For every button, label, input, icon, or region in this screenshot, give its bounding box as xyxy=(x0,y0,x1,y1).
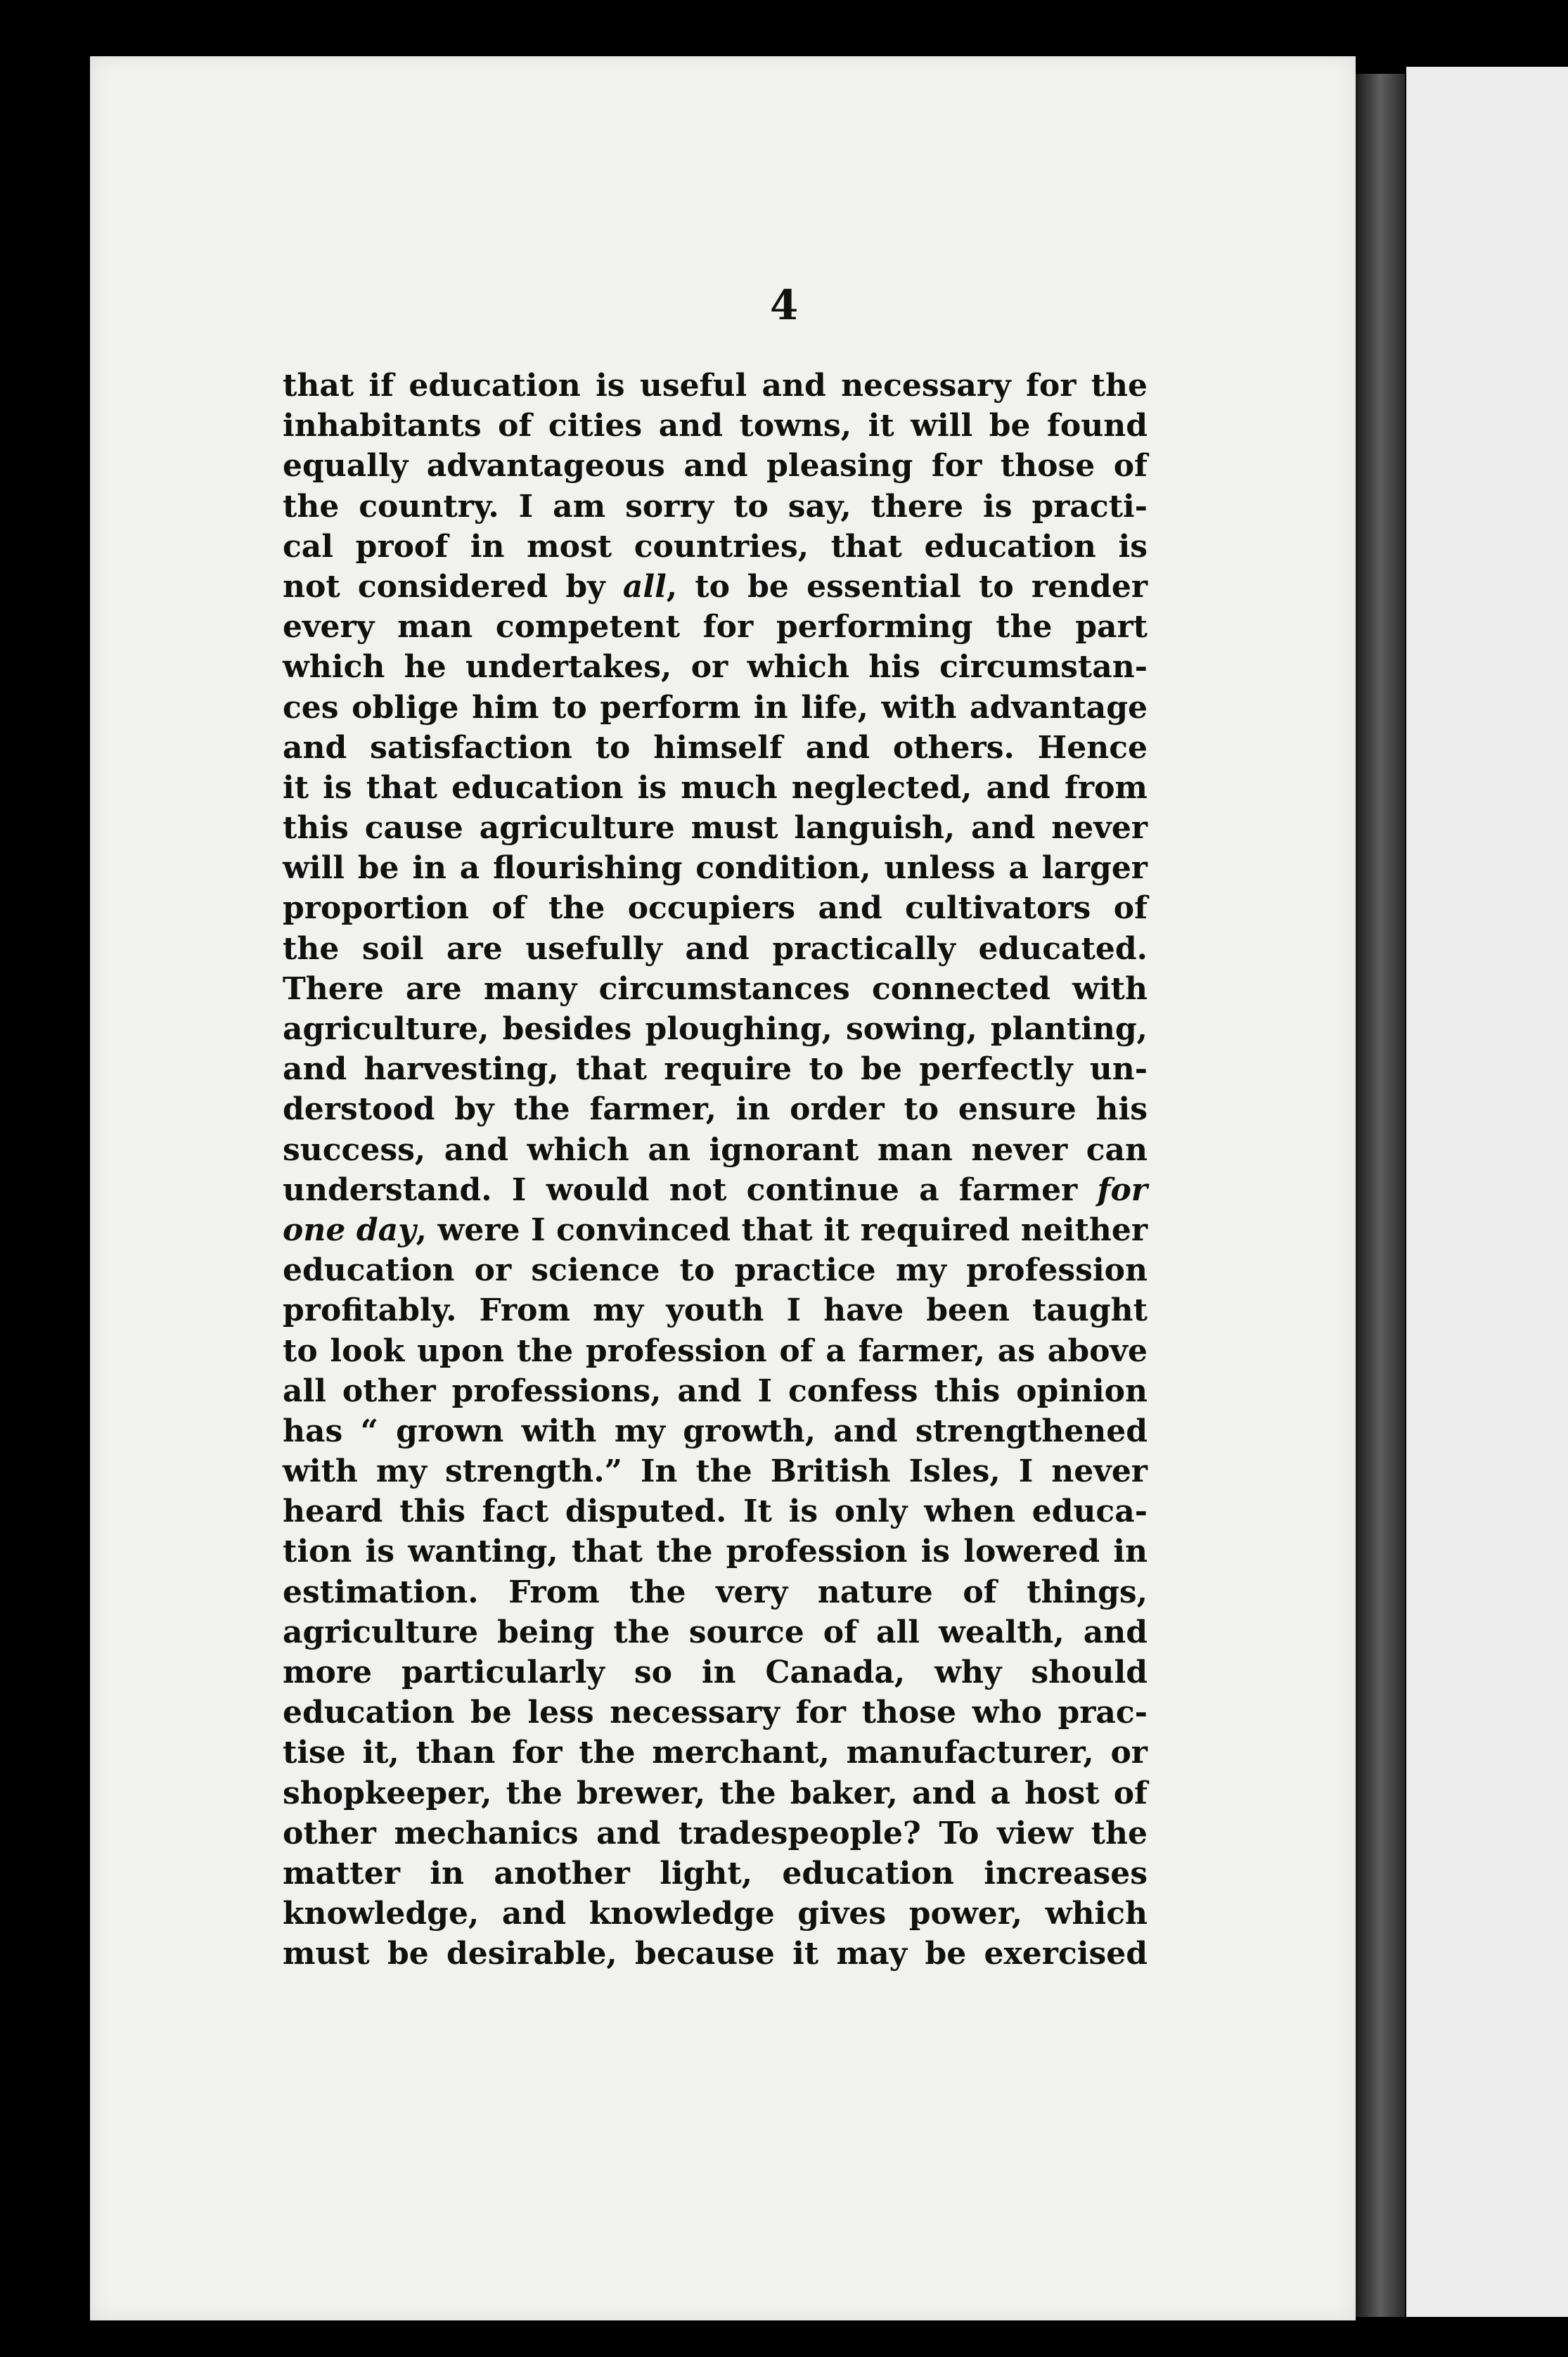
text-line: with my strength.” In the British Isles, I never xyxy=(283,1453,1148,1490)
text-line: cal proof in most countries, that education is xyxy=(283,528,1148,565)
text-line: shopkeeper, the brewer, the baker, and a host of xyxy=(283,1775,1148,1811)
text-line: the country. I am sorry to say, there is practi- xyxy=(283,488,1148,525)
page-gutter-shadow xyxy=(1356,74,1405,2317)
text-line: to look upon the profession of a farmer, as above xyxy=(283,1332,1148,1369)
facing-page-edge xyxy=(1406,67,1568,2317)
text-line: every man competent for performing the part xyxy=(283,609,1148,646)
text-line: that if education is useful and necessary for the xyxy=(283,368,1148,404)
text-line: not considered by all, to be essential to render xyxy=(283,568,1148,605)
text-line: tion is wanting, that the profession is lowered in xyxy=(283,1534,1148,1570)
text-line: other mechanics and tradespeople? To view the xyxy=(283,1815,1148,1851)
text-line: derstood by the farmer, in order to ensure his xyxy=(283,1091,1148,1128)
text-line: and satisfaction to himself and others. Hence xyxy=(283,729,1148,766)
text-line: it is that education is much neglected, and from xyxy=(283,769,1148,806)
text-line: education or science to practice my profession xyxy=(283,1252,1148,1289)
text-line: and harvesting, that require to be perfectly un- xyxy=(283,1051,1148,1088)
text-line: which he undertakes, or which his circumstan- xyxy=(283,649,1148,686)
text-line: agriculture, besides ploughing, sowing, planting, xyxy=(283,1011,1148,1047)
text-line: education be less necessary for those who prac- xyxy=(283,1695,1148,1731)
text-line: knowledge, and knowledge gives power, which xyxy=(283,1896,1148,1932)
text-line: inhabitants of cities and towns, it will be found xyxy=(283,408,1148,444)
text-line: agriculture being the source of all wealth, and xyxy=(283,1614,1148,1650)
text-line: profitably. From my youth I have been taught xyxy=(283,1292,1148,1329)
text-line: the soil are usefully and practically educated. xyxy=(283,930,1148,967)
text-line: There are many circumstances connected with xyxy=(283,970,1148,1007)
text-line: will be in a flourishing condition, unless a larger xyxy=(283,850,1148,887)
body-text xyxy=(283,366,1148,1974)
text-line: matter in another light, education increases xyxy=(283,1855,1148,1892)
text-line: estimation. From the very nature of things, xyxy=(283,1574,1148,1610)
page-number: 4 xyxy=(769,281,799,329)
text-line: success, and which an ignorant man never can xyxy=(283,1131,1148,1168)
text-line: all other professions, and I confess this opinion xyxy=(283,1373,1148,1409)
text-line: must be desirable, because it may be exercised xyxy=(283,1936,1148,1972)
text-line: heard this fact disputed. It is only when educa- xyxy=(283,1494,1148,1530)
text-line: has “ grown with my growth, and strengthened xyxy=(283,1413,1148,1449)
text-line: tise it, than for the merchant, manufacturer, or xyxy=(283,1735,1148,1771)
text-line: understand. I would not continue a farmer for xyxy=(283,1171,1148,1208)
text-line: proportion of the occupiers and cultivators of xyxy=(283,890,1148,927)
text-line: this cause agriculture must languish, and never xyxy=(283,810,1148,847)
text-line: more particularly so in Canada, why should xyxy=(283,1655,1148,1690)
text-line: one day, were I convinced that it required neither xyxy=(283,1212,1148,1248)
text-line: ces oblige him to perform in life, with advantage xyxy=(283,689,1148,726)
text-line: equally advantageous and pleasing for those of xyxy=(283,448,1148,484)
